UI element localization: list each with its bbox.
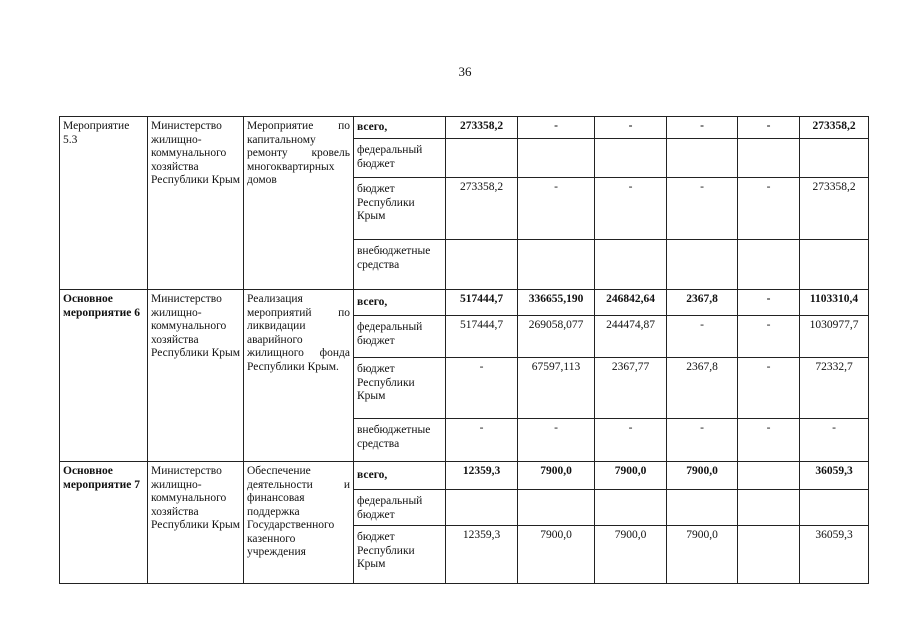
amount-cell <box>595 240 667 290</box>
amount-cell: 2367,8 <box>667 358 738 419</box>
event-description-cell: Обеспечение деятельности и финансовая поддержка Государственного казенного учреждения <box>244 462 354 584</box>
amount-cell: 67597,113 <box>518 358 595 419</box>
amount-cell: 2367,8 <box>667 290 738 316</box>
event-name-cell: Основное мероприятие 6 <box>60 290 148 462</box>
amount-cell: 7900,0 <box>667 526 738 584</box>
amount-cell: - <box>518 178 595 240</box>
amount-cell: 273358,2 <box>800 178 869 240</box>
amount-cell <box>446 490 518 526</box>
amount-cell: 7900,0 <box>595 526 667 584</box>
funding-source-cell: внебюджетные средства <box>354 240 446 290</box>
amount-cell: 244474,87 <box>595 316 667 358</box>
amount-cell <box>738 462 800 490</box>
page-number: 36 <box>458 64 472 79</box>
amount-cell: 7900,0 <box>518 462 595 490</box>
amount-cell <box>738 490 800 526</box>
funding-source-cell: всего, <box>354 462 446 490</box>
amount-cell: - <box>667 419 738 462</box>
amount-cell: 7900,0 <box>595 462 667 490</box>
amount-cell: - <box>518 117 595 139</box>
amount-cell: - <box>800 419 869 462</box>
amount-cell <box>800 490 869 526</box>
amount-cell: 36059,3 <box>800 462 869 490</box>
amount-cell: 7900,0 <box>667 462 738 490</box>
amount-cell: 246842,64 <box>595 290 667 316</box>
funding-source-cell: федеральный бюджет <box>354 316 446 358</box>
amount-cell <box>738 240 800 290</box>
budget-table <box>59 116 869 584</box>
amount-cell: - <box>446 419 518 462</box>
amount-cell: - <box>738 117 800 139</box>
amount-cell <box>595 139 667 178</box>
executor-cell: Министерство жилищно-коммунального хозяйства Республики Крым <box>148 117 244 290</box>
amount-cell: 273358,2 <box>800 117 869 139</box>
amount-cell: - <box>667 178 738 240</box>
amount-cell <box>800 139 869 178</box>
event-name-cell: Мероприятие 5.3 <box>60 117 148 290</box>
event-description-cell: Реализация мероприятий по ликвидации аварийного жилищного фонда Республики Крым. <box>244 290 354 462</box>
funding-source-cell: всего, <box>354 117 446 139</box>
table-row <box>60 462 869 490</box>
amount-cell: - <box>518 419 595 462</box>
amount-cell: 12359,3 <box>446 462 518 490</box>
amount-cell <box>446 139 518 178</box>
amount-cell: - <box>738 178 800 240</box>
amount-cell: - <box>738 358 800 419</box>
amount-cell: 2367,77 <box>595 358 667 419</box>
amount-cell <box>518 240 595 290</box>
amount-cell: - <box>667 316 738 358</box>
amount-cell: - <box>446 358 518 419</box>
amount-cell: 1103310,4 <box>800 290 869 316</box>
funding-source-cell: федеральный бюджет <box>354 139 446 178</box>
amount-cell <box>518 490 595 526</box>
amount-cell <box>738 139 800 178</box>
amount-cell <box>518 139 595 178</box>
event-name-cell: Основное мероприятие 7 <box>60 462 148 584</box>
amount-cell: - <box>595 178 667 240</box>
amount-cell <box>446 240 518 290</box>
executor-cell: Министерство жилищно-коммунального хозяйства Республики Крым <box>148 290 244 462</box>
amount-cell <box>595 490 667 526</box>
amount-cell: 517444,7 <box>446 290 518 316</box>
amount-cell <box>667 490 738 526</box>
amount-cell: 72332,7 <box>800 358 869 419</box>
amount-cell: 269058,077 <box>518 316 595 358</box>
amount-cell: - <box>595 419 667 462</box>
amount-cell: 336655,190 <box>518 290 595 316</box>
amount-cell <box>667 139 738 178</box>
amount-cell: 517444,7 <box>446 316 518 358</box>
amount-cell <box>738 526 800 584</box>
amount-cell <box>800 240 869 290</box>
amount-cell: 273358,2 <box>446 117 518 139</box>
amount-cell: 7900,0 <box>518 526 595 584</box>
amount-cell: - <box>738 419 800 462</box>
table-row <box>60 290 869 316</box>
executor-cell: Министерство жилищно-коммунального хозяйства Республики Крым <box>148 462 244 584</box>
amount-cell: - <box>667 117 738 139</box>
amount-cell <box>667 240 738 290</box>
table-row <box>60 117 869 139</box>
funding-source-cell: внебюджетные средства <box>354 419 446 462</box>
amount-cell: 36059,3 <box>800 526 869 584</box>
funding-source-cell: федеральный бюджет <box>354 490 446 526</box>
funding-source-cell: бюджет Республики Крым <box>354 526 446 584</box>
funding-source-cell: всего, <box>354 290 446 316</box>
funding-source-cell: бюджет Республики Крым <box>354 358 446 419</box>
amount-cell: - <box>738 290 800 316</box>
amount-cell: - <box>738 316 800 358</box>
amount-cell: 273358,2 <box>446 178 518 240</box>
funding-source-cell: бюджет Республики Крым <box>354 178 446 240</box>
event-description-cell: Мероприятие по капитальному ремонту кровель многоквартирных домов <box>244 117 354 290</box>
amount-cell: 12359,3 <box>446 526 518 584</box>
amount-cell: 1030977,7 <box>800 316 869 358</box>
amount-cell: - <box>595 117 667 139</box>
